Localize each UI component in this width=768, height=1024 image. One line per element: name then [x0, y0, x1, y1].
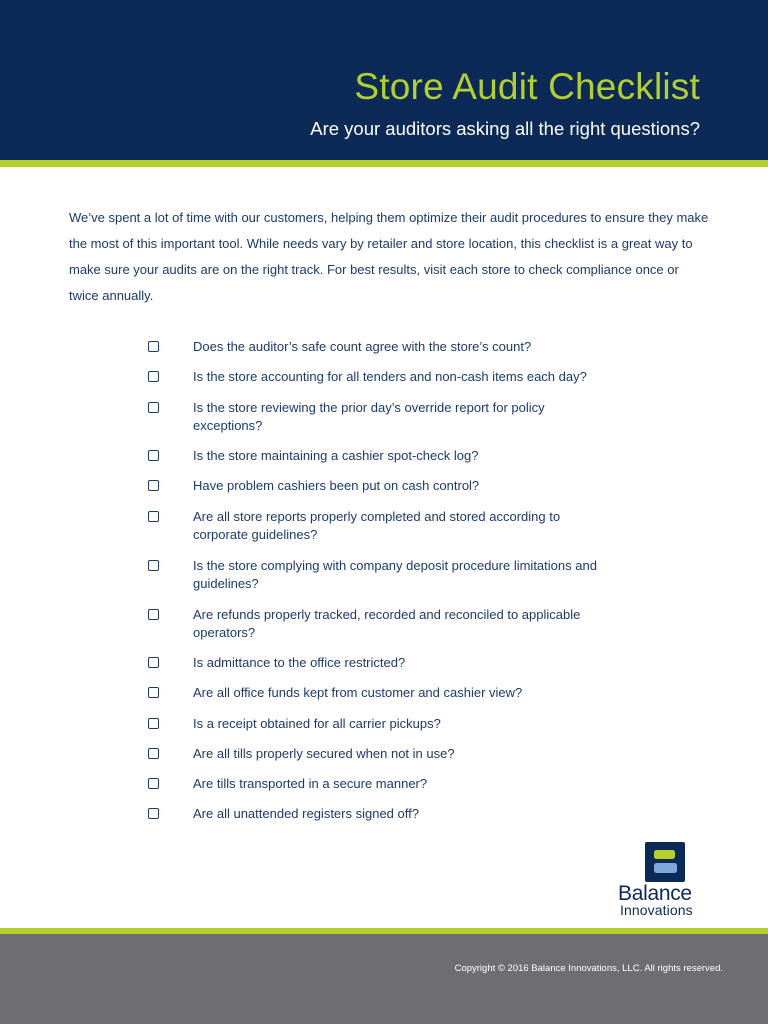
checkbox[interactable] [148, 748, 159, 759]
logo-wordmark-balance: Balance [618, 882, 692, 905]
checkbox[interactable] [148, 402, 159, 413]
checklist-item-text: Are all tills properly secured when not in use? [193, 746, 455, 761]
checklist-item-text: Are refunds properly tracked, recorded and reconciled to applicable operators? [193, 607, 581, 640]
checkbox[interactable] [148, 341, 159, 352]
balance-b-icon [645, 842, 685, 882]
checklist-item-text: Have problem cashiers been put on cash control? [193, 478, 480, 493]
checkbox[interactable] [148, 371, 159, 382]
checkbox[interactable] [148, 560, 159, 571]
checklist-item-text: Is a receipt obtained for all carrier pickups? [193, 716, 441, 731]
copyright-notice: Copyright © 2016 Balance Innovations, LLC. All rights reserved. [454, 963, 723, 974]
page-header [0, 0, 768, 160]
intro-paragraph: We’ve spent a lot of time with our customers, helping them optimize their audit procedures to ensure they make the most of this important tool. While needs vary by retailer and store location, this checklist is a great way to make sure your audits are on the right track. For best results, visit each store to check compliance once or twice annually. [69, 210, 709, 303]
checkbox[interactable] [148, 657, 159, 668]
checkbox[interactable] [148, 609, 159, 620]
checklist-item-text: Are all unattended registers signed off? [193, 806, 419, 821]
checklist-item-text: Does the auditor’s safe count agree with the store’s count? [193, 339, 532, 354]
page-footer [0, 934, 768, 1024]
checklist-item-text: Is the store accounting for all tenders and non-cash items each day? [193, 369, 587, 384]
checkbox[interactable] [148, 687, 159, 698]
logo-wordmark-innovations: Innovations [620, 902, 693, 918]
checklist-item-text: Is the store complying with company deposit procedure limitations and guidelines? [193, 558, 597, 591]
checkbox[interactable] [148, 511, 159, 522]
checklist-item-text: Is admittance to the office restricted? [193, 655, 406, 670]
checkbox[interactable] [148, 778, 159, 789]
checklist-item-text: Are tills transported in a secure manner? [193, 776, 428, 791]
checklist-item-text: Are all office funds kept from customer and cashier view? [193, 685, 523, 700]
checklist-item-text: Are all store reports properly completed and stored according to corporate guidelines? [193, 509, 561, 542]
checklist-item-text: Is the store maintaining a cashier spot-check log? [193, 448, 479, 463]
checkbox[interactable] [148, 480, 159, 491]
balance-innovations-logo [618, 842, 714, 920]
checklist-item-text: Is the store reviewing the prior day’s override report for policy exceptions? [193, 400, 545, 433]
page-title: Store Audit Checklist [354, 66, 700, 107]
checkbox[interactable] [148, 808, 159, 819]
page-subtitle: Are your auditors asking all the right questions? [310, 118, 700, 139]
header-accent-bar [0, 160, 768, 167]
checkbox[interactable] [148, 450, 159, 461]
checkbox[interactable] [148, 718, 159, 729]
